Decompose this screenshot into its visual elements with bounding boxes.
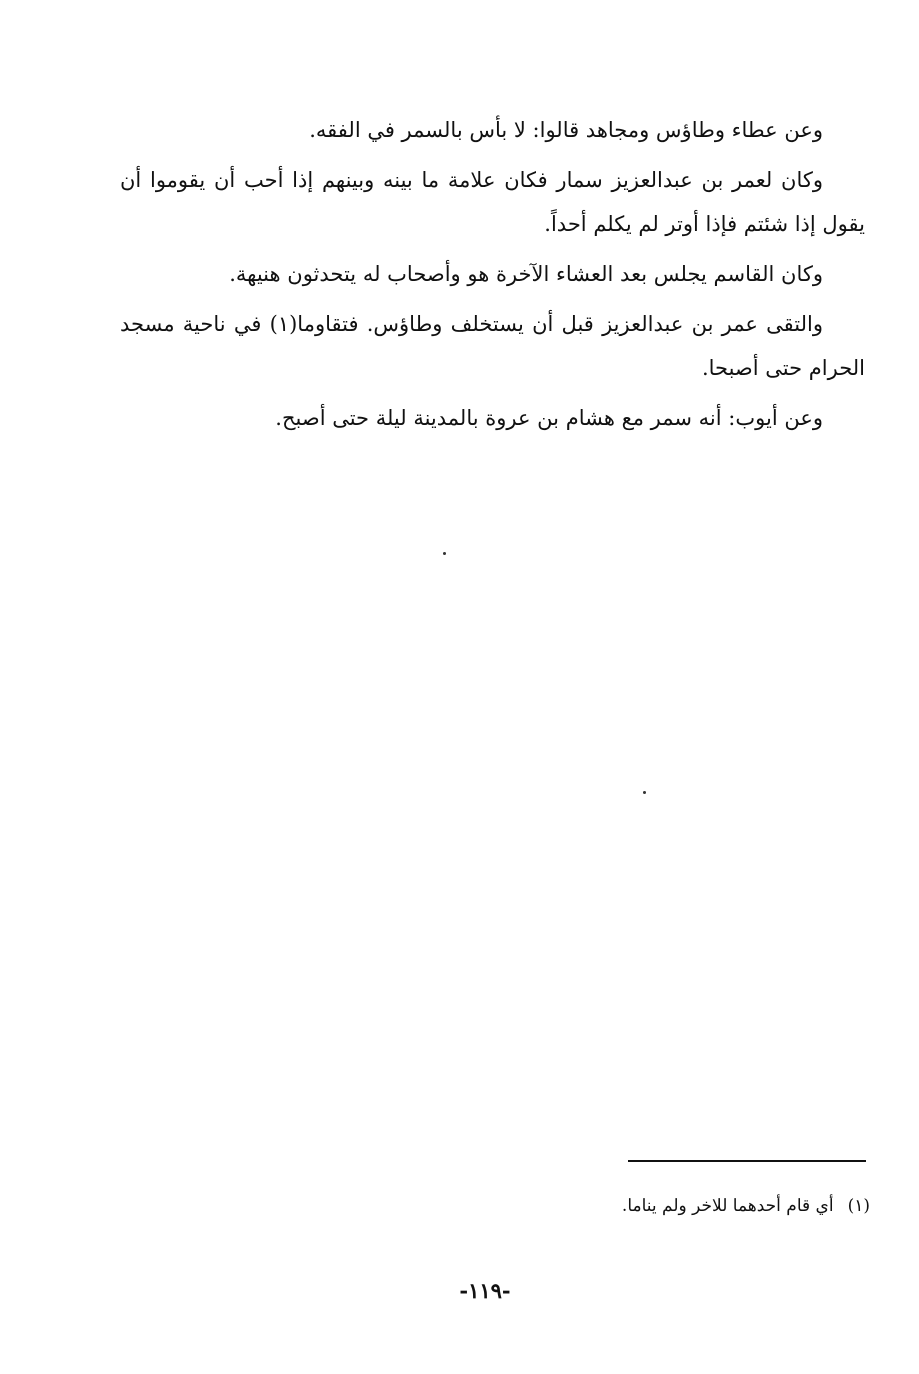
paragraph: وعن أيوب: أنه سمر مع هشام بن عروة بالمدينة ليلة حتى أصبح. bbox=[275, 406, 823, 430]
page-number: -١١٩- bbox=[459, 1278, 511, 1303]
footnote-text: أي قام أحدهما للاخر ولم يناما. bbox=[621, 1196, 834, 1216]
paragraph: وكان القاسم يجلس بعد العشاء الآخرة هو وأصحاب له يتحدثون هنيهة. bbox=[229, 262, 823, 286]
scan-speck bbox=[443, 552, 446, 555]
footnote bbox=[420, 1192, 870, 1220]
footnote-marker: (١) bbox=[847, 1196, 870, 1216]
scan-speck bbox=[643, 791, 646, 794]
paragraph: وكان لعمر بن عبدالعزيز سمار فكان علامة ما بينه وبينهم إذا أحب أن يقوموا أن يقول إذا شئتم فإذا أوتر لم يكلم أحداً. bbox=[120, 168, 865, 236]
paragraph: والتقى عمر بن عبدالعزيز قبل أن يستخلف وطاؤس. فتقاوما(١) في ناحية مسجد الحرام حتى أصبحا. bbox=[120, 312, 865, 380]
paragraph: وعن عطاء وطاؤس ومجاهد قالوا: لا بأس بالسمر في الفقه. bbox=[309, 118, 823, 142]
main-text bbox=[120, 108, 865, 440]
footnote-separator bbox=[628, 1160, 866, 1162]
